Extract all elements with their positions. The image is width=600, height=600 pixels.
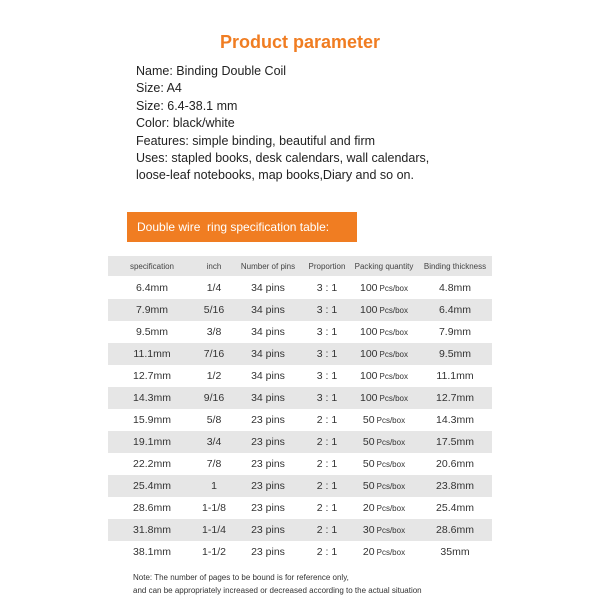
- packing-quantity-cell: [350, 392, 418, 404]
- spec-line: Features: simple binding, beautiful and firm: [136, 133, 376, 148]
- inch-cell: 1-1/8: [202, 502, 226, 514]
- table-row: [108, 453, 492, 475]
- specification-cell: 19.1mm: [133, 436, 171, 448]
- table-header-cell: Binding thickness: [423, 261, 487, 271]
- packing-unit: Pcs/box: [376, 438, 406, 447]
- specification-cell: 22.2mm: [133, 458, 171, 470]
- inch-cell: 3/4: [206, 436, 222, 448]
- table-header-cell: Proportion: [308, 261, 346, 271]
- packing-quantity-cell: [350, 414, 418, 426]
- thickness-cell: 28.6mm: [436, 524, 474, 536]
- packing-unit: Pcs/box: [376, 526, 406, 535]
- proportion-cell: 3 : 1: [316, 282, 338, 294]
- thickness-cell: 35mm: [440, 546, 470, 558]
- product-specs: [136, 63, 429, 185]
- table-banner: Double wire ring specification table:: [127, 212, 357, 242]
- table-row: [108, 409, 492, 431]
- inch-cell: 1-1/2: [202, 546, 226, 558]
- table-row: [108, 321, 492, 343]
- proportion-cell: 3 : 1: [316, 326, 338, 338]
- packing-count: 100: [360, 282, 378, 294]
- thickness-cell: 9.5mm: [438, 348, 472, 360]
- spec-line: Uses: stapled books, desk calendars, wall calendars,: [136, 151, 430, 166]
- inch-cell: 5/16: [203, 304, 225, 316]
- thickness-cell: 4.8mm: [438, 282, 472, 294]
- packing-quantity-cell: [350, 524, 418, 536]
- packing-unit: Pcs/box: [379, 306, 408, 315]
- pins-cell: 34 pins: [251, 348, 285, 360]
- pins-cell: 34 pins: [251, 282, 285, 294]
- packing-unit: Pcs/box: [379, 328, 408, 337]
- inch-cell: 1/4: [206, 282, 222, 294]
- proportion-cell: 3 : 1: [316, 392, 338, 404]
- pins-cell: 34 pins: [251, 370, 285, 382]
- spec-table: [108, 256, 492, 563]
- specification-cell: 25.4mm: [133, 480, 171, 492]
- inch-cell: 3/8: [206, 326, 222, 338]
- note-line: Note: The number of pages to be bound is for reference only,: [133, 573, 349, 582]
- table-header-cell: specification: [129, 261, 175, 271]
- packing-quantity-cell: [350, 282, 418, 294]
- specification-cell: 12.7mm: [133, 370, 171, 382]
- pins-cell: 23 pins: [251, 436, 285, 448]
- thickness-cell: 6.4mm: [438, 304, 472, 316]
- packing-unit: Pcs/box: [376, 460, 406, 469]
- packing-unit: Pcs/box: [376, 504, 406, 513]
- proportion-cell: 2 : 1: [316, 502, 338, 514]
- spec-line: Size: 6.4-38.1 mm: [136, 98, 238, 113]
- packing-count: 100: [360, 348, 378, 360]
- spec-line: Size: A4: [136, 81, 182, 96]
- thickness-cell: 20.6mm: [436, 458, 474, 470]
- packing-quantity-cell: [350, 436, 418, 448]
- pins-cell: 23 pins: [251, 524, 285, 536]
- inch-cell: 9/16: [203, 392, 225, 404]
- table-row: [108, 343, 492, 365]
- table-header-cell: Packing quantity: [354, 261, 414, 271]
- inch-cell: 5/8: [206, 414, 222, 426]
- packing-quantity-cell: [350, 348, 418, 360]
- packing-count: 100: [360, 370, 378, 382]
- inch-cell: 1/2: [206, 370, 222, 382]
- packing-unit: Pcs/box: [379, 394, 408, 403]
- packing-quantity-cell: [350, 304, 418, 316]
- proportion-cell: 3 : 1: [316, 304, 338, 316]
- spec-line: Color: black/white: [136, 116, 235, 131]
- footnote: [133, 571, 422, 597]
- inch-cell: 7/8: [206, 458, 222, 470]
- table-header-row: [108, 256, 492, 277]
- proportion-cell: 2 : 1: [316, 436, 338, 448]
- packing-count: 50: [362, 436, 375, 448]
- packing-quantity-cell: [350, 502, 418, 514]
- packing-quantity-cell: [350, 326, 418, 338]
- specification-cell: 7.9mm: [135, 304, 169, 316]
- specification-cell: 6.4mm: [135, 282, 169, 294]
- packing-quantity-cell: [350, 458, 418, 470]
- specification-cell: 15.9mm: [133, 414, 171, 426]
- table-row: [108, 519, 492, 541]
- thickness-cell: 17.5mm: [436, 436, 474, 448]
- proportion-cell: 2 : 1: [316, 524, 338, 536]
- packing-unit: Pcs/box: [379, 350, 408, 359]
- packing-count: 50: [362, 458, 375, 470]
- thickness-cell: 14.3mm: [436, 414, 474, 426]
- pins-cell: 23 pins: [251, 458, 285, 470]
- table-row: [108, 541, 492, 563]
- packing-count: 20: [362, 502, 375, 514]
- spec-line: Name: Binding Double Coil: [136, 64, 287, 78]
- packing-unit: Pcs/box: [379, 372, 408, 381]
- specification-cell: 28.6mm: [133, 502, 171, 514]
- packing-count: 100: [360, 304, 378, 316]
- spec-line: loose-leaf notebooks, map books,Diary and so on.: [136, 168, 414, 183]
- thickness-cell: 12.7mm: [436, 392, 474, 404]
- inch-cell: 1: [211, 480, 217, 492]
- proportion-cell: 2 : 1: [316, 414, 338, 426]
- packing-quantity-cell: [350, 480, 418, 492]
- proportion-cell: 2 : 1: [316, 458, 338, 470]
- thickness-cell: 7.9mm: [438, 326, 472, 338]
- thickness-cell: 25.4mm: [436, 502, 474, 514]
- page-title: Product parameter: [219, 32, 381, 52]
- specification-cell: 31.8mm: [133, 524, 171, 536]
- pins-cell: 34 pins: [251, 326, 285, 338]
- packing-count: 50: [362, 480, 375, 492]
- proportion-cell: 2 : 1: [316, 546, 338, 558]
- proportion-cell: 2 : 1: [316, 480, 338, 492]
- table-row: [108, 431, 492, 453]
- note-line: and can be appropriately increased or decreased according to the actual situation: [133, 586, 422, 595]
- packing-count: 100: [360, 392, 378, 404]
- specification-cell: 9.5mm: [135, 326, 169, 338]
- proportion-cell: 3 : 1: [316, 348, 338, 360]
- packing-count: 20: [362, 546, 375, 558]
- packing-count: 30: [362, 524, 375, 536]
- thickness-cell: 23.8mm: [436, 480, 474, 492]
- pins-cell: 34 pins: [251, 392, 285, 404]
- pins-cell: 23 pins: [251, 502, 285, 514]
- packing-count: 50: [362, 414, 375, 426]
- specification-cell: 11.1mm: [133, 348, 171, 360]
- table-header-cell: inch: [206, 261, 222, 271]
- inch-cell: 1-1/4: [202, 524, 226, 536]
- inch-cell: 7/16: [203, 348, 225, 360]
- pins-cell: 34 pins: [251, 304, 285, 316]
- packing-quantity-cell: [350, 546, 418, 558]
- packing-quantity-cell: [350, 370, 418, 382]
- proportion-cell: 3 : 1: [316, 370, 338, 382]
- table-row: [108, 277, 492, 299]
- packing-unit: Pcs/box: [376, 482, 406, 491]
- pins-cell: 23 pins: [251, 414, 285, 426]
- packing-unit: Pcs/box: [376, 416, 406, 425]
- packing-count: 100: [360, 326, 378, 338]
- packing-unit: Pcs/box: [379, 284, 408, 293]
- specification-cell: 38.1mm: [133, 546, 171, 558]
- pins-cell: 23 pins: [251, 480, 285, 492]
- table-row: [108, 497, 492, 519]
- table-row: [108, 299, 492, 321]
- thickness-cell: 11.1mm: [436, 370, 474, 382]
- specification-cell: 14.3mm: [133, 392, 171, 404]
- table-header-cell: Number of pins: [240, 261, 296, 271]
- pins-cell: 23 pins: [251, 546, 285, 558]
- table-row: [108, 365, 492, 387]
- table-row: [108, 387, 492, 409]
- table-row: [108, 475, 492, 497]
- packing-unit: Pcs/box: [376, 548, 406, 557]
